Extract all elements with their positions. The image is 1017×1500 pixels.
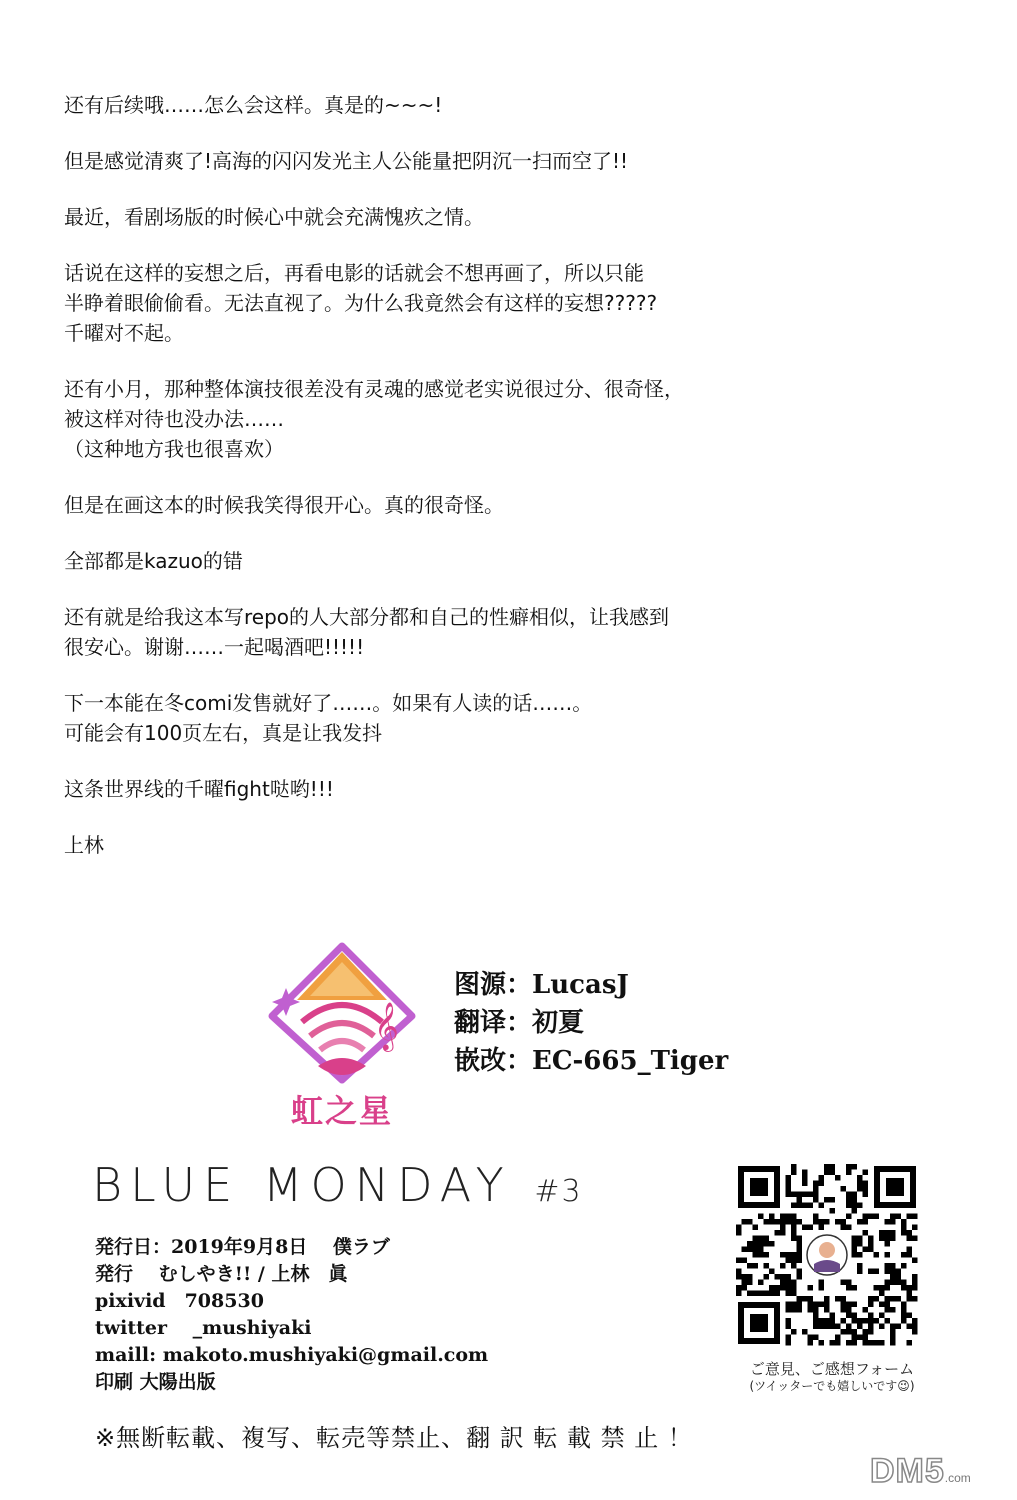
qr-block — [732, 1160, 932, 1394]
site-watermark — [870, 1452, 971, 1491]
afterword-paragraph: 还有小月，那种整体演技很差没有灵魂的感觉老实说很过分、很奇怪， 被这样对待也没办法…… （这种地方我也很喜欢） — [64, 377, 684, 461]
colophon-publisher: 発行 むしやき!! / 上林 眞 — [95, 1263, 348, 1285]
afterword-paragraph: 但是在画这本的时候我笑得很开心。真的很奇怪。 — [64, 493, 504, 517]
logo-text: 虹之星 — [290, 1092, 393, 1130]
colophon-pixiv: pixivid 708530 — [95, 1290, 264, 1312]
qr-caption — [732, 1360, 932, 1394]
afterword-paragraph: 最近，看剧场版的时候心中就会充满愧疚之情。 — [64, 205, 484, 229]
colophon-date: 発行日：2019年9月8日 僕ラブ — [95, 1236, 390, 1258]
afterword-paragraph: 这条世界线的千曜fight哒哟!!! — [64, 777, 334, 801]
qr-code-icon — [732, 1160, 922, 1350]
colophon — [95, 1234, 655, 1396]
colophon-printer: 印刷 大陽出版 — [95, 1371, 216, 1393]
book-title — [92, 1158, 583, 1212]
colophon-twitter: twitter _mushiyaki — [95, 1317, 312, 1339]
star-music-icon — [262, 938, 422, 1088]
qr-caption-sub: (ツイッターでも嬉しいです😉) — [749, 1379, 915, 1393]
watermark-text: DM5 — [870, 1452, 945, 1490]
colophon-mail: maill: makoto.mushiyaki@gmail.com — [95, 1344, 489, 1366]
afterword-paragraph: 下一本能在冬comi发售就好了……。如果有人读的话……。 可能会有100页左右，真是让我发抖 — [64, 691, 593, 745]
afterword-paragraph: 还有就是给我这本写repo的人大部分都和自己的性癖相似，让我感到 很安心。谢谢……一起喝酒吧!!!!! — [64, 605, 670, 659]
author-signature: 上林 — [64, 833, 104, 857]
afterword-paragraph: 全部都是kazuo的错 — [64, 549, 243, 573]
credit-translator: 翻译：初夏 — [454, 1008, 585, 1038]
group-logo — [262, 938, 422, 1128]
copyright-notice: ※無断転載、複写、転売等禁止、翻 訳 転 載 禁 止 ！ — [95, 1424, 693, 1452]
credit-typesetter: 嵌改：EC-665_Tiger — [454, 1046, 729, 1076]
afterword-paragraph: 话说在这样的妄想之后，再看电影的话就会不想再画了，所以只能 半睁着眼偷偷看。无法直视了。为什么我竟然会有这样的妄想????? 千曜对不起。 — [64, 261, 658, 345]
qr-caption-main: ご意見、ご感想フォーム — [749, 1360, 915, 1378]
book-title-text: BLUE MONDAY — [92, 1158, 512, 1212]
book-issue: #3 — [534, 1174, 583, 1209]
credit-source: 图源：LucasJ — [454, 970, 629, 1000]
credits — [454, 966, 834, 1080]
afterword-paragraph: 但是感觉清爽了!高海的闪闪发光主人公能量把阴沉一扫而空了!! — [64, 149, 629, 173]
watermark-domain: .com — [944, 1471, 971, 1485]
afterword — [64, 90, 944, 860]
svg-text:𝄞: 𝄞 — [374, 1001, 399, 1050]
afterword-paragraph: 还有后续哦……怎么会这样。真是的~~~! — [64, 93, 443, 117]
